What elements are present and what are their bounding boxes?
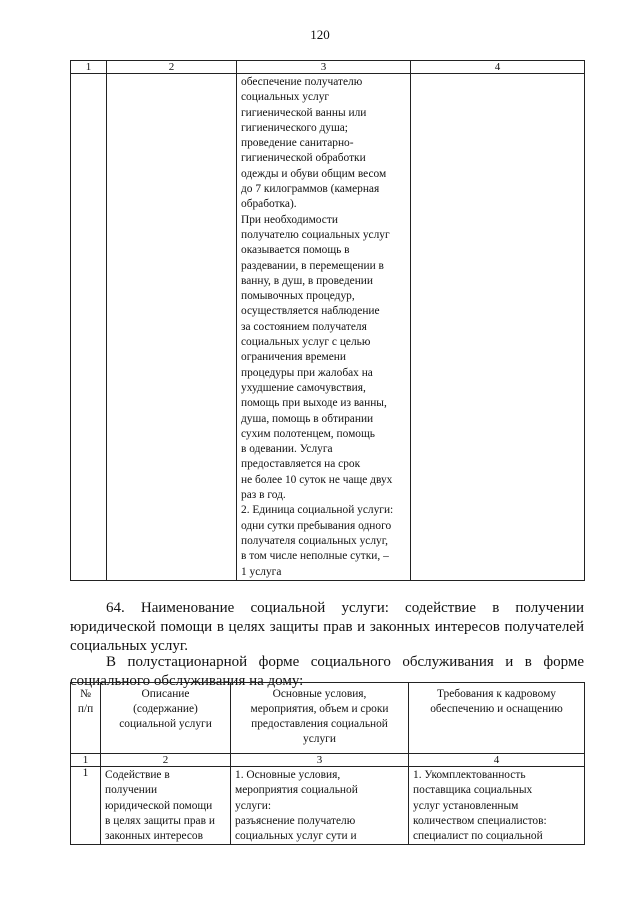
conditions-cell: 1. Основные условия, мероприятия социальной услуги: разъяснение получателю социальных услуг сути и bbox=[231, 767, 409, 845]
table-row bbox=[71, 74, 585, 581]
header-requirements: Требования к кадровому обеспечению и оснащению bbox=[409, 683, 585, 754]
column-number: 1 bbox=[71, 754, 101, 767]
header-conditions: Основные условия, мероприятия, объем и сроки предоставления социальной услуги bbox=[231, 683, 409, 754]
item-64-paragraph: 64. Наименование социальной услуги: содействие в получении юридической помощи в целях защиты прав и законных интересов получателей социальных услуг. bbox=[70, 600, 584, 654]
column-number: 4 bbox=[411, 61, 585, 74]
column-number-row bbox=[71, 61, 585, 74]
service-form-paragraph: В полустационарной форме социального обслуживания и в форме социального обслуживания на дому: bbox=[70, 654, 584, 689]
service-table-continued bbox=[70, 60, 585, 581]
header-number: № п/п bbox=[71, 683, 101, 754]
column-number: 3 bbox=[237, 61, 411, 74]
description-cell bbox=[107, 74, 237, 581]
description-cell: Содействие в получении юридической помощи в целях защиты прав и законных интересов bbox=[101, 767, 231, 845]
column-number: 1 bbox=[71, 61, 107, 74]
requirements-cell bbox=[411, 74, 585, 581]
table-row bbox=[71, 767, 585, 845]
page-number: 120 bbox=[310, 27, 330, 42]
column-number: 4 bbox=[409, 754, 585, 767]
number-cell bbox=[71, 74, 107, 581]
service-table-64 bbox=[70, 682, 585, 845]
column-number: 2 bbox=[101, 754, 231, 767]
conditions-text: обеспечение получателю социальных услуг гигиенической ванны или гигиенического душа; проведение санитарно- гигиенической обработки одежды и обуви общим весом до 7 килограммов (камерная обработка). При необходимости получателю социальных услуг оказывается помощь в раздевании, в перемещении в ванну, в душ, в проведении помывочных процедур, осуществляется наблюдение за состоянием получателя социальных услуг с целью ограничения времени процедуры при жалобах на ухудшение самочувствия, помощь при выходе из ванны, душа, помощь в обтирании сухим полотенцем, помощь в одевании. Услуга предоставляется на срок не более 10 суток не чаще двух раз в год. 2. Единица социальной услуги: одни сутки пребывания одного получателя социальных услуг, в том числе неполные сутки, – 1 услуга bbox=[241, 76, 394, 578]
column-number-row bbox=[71, 754, 585, 767]
requirements-cell: 1. Укомплектованность поставщика социальных услуг установленным количеством специалистов: специалист по социальной bbox=[409, 767, 585, 845]
header-description: Описание (содержание) социальной услуги bbox=[101, 683, 231, 754]
column-number: 3 bbox=[231, 754, 409, 767]
number-cell: 1 bbox=[71, 767, 101, 845]
table-header-row bbox=[71, 683, 585, 754]
column-number: 2 bbox=[107, 61, 237, 74]
conditions-cell bbox=[237, 74, 411, 581]
